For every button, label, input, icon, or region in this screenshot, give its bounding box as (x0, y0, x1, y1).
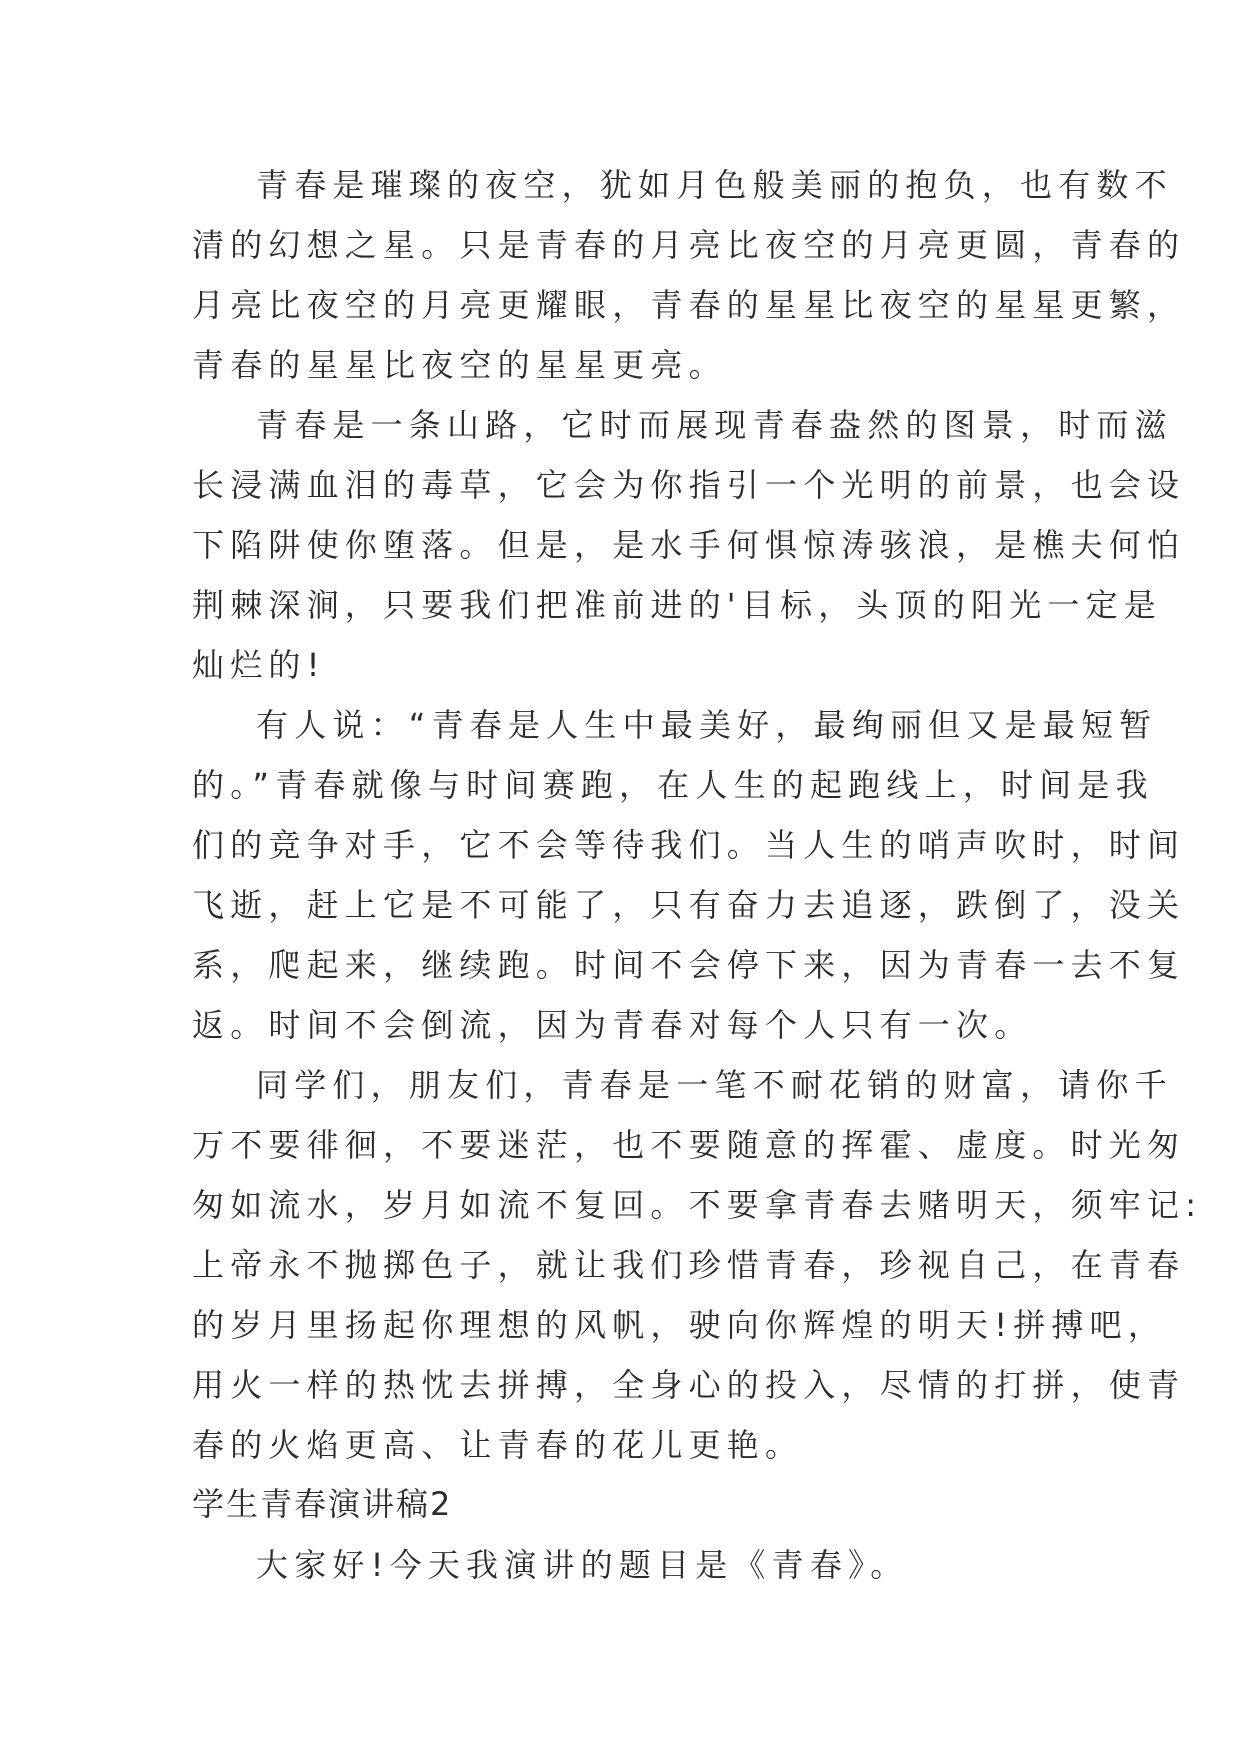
paragraph-2-line-4: 荆棘深涧，只要我们把准前进的'目标，头顶的阳光一定是 (192, 586, 1162, 624)
paragraph-4-line-5: 的岁月里扬起你理想的风帆，驶向你辉煌的明天!拼搏吧， (192, 1306, 1167, 1344)
paragraph-3-line-4: 飞逝，赶上它是不可能了，只有奋力去追逐，跌倒了，没关 (192, 886, 1186, 924)
paragraph-1-line-3: 月亮比夜空的月亮更耀眼，青春的星星比夜空的星星更繁， (192, 286, 1186, 324)
paragraph-3-line-2: 的。”青春就像与时间赛跑，在人生的起跑线上，时间是我 (192, 766, 1154, 804)
paragraph-4-line-2: 万不要徘徊，不要迷茫，也不要随意的挥霍、虚度。时光匆 (192, 1126, 1186, 1164)
paragraph-4-line-3: 匆如流水，岁月如流不复回。不要拿青春去赌明天，须牢记: (192, 1186, 1203, 1224)
section-title: 学生青春演讲稿2 (192, 1485, 453, 1523)
closing-line: 大家好!今天我演讲的题目是《青春》。 (256, 1546, 909, 1584)
paragraph-4-line-6: 用火一样的热忱去拼搏，全身心的投入，尽情的打拼，使青 (192, 1366, 1186, 1404)
paragraph-1-line-4: 青春的星星比夜空的星星更亮。 (192, 346, 727, 384)
paragraph-1-line-2: 清的幻想之星。只是青春的月亮比夜空的月亮更圆，青春的 (192, 226, 1186, 264)
paragraph-2-line-1: 青春是一条山路，它时而展现青春盎然的图景，时而滋 (256, 406, 1173, 444)
paragraph-2-line-2: 长浸满血泪的毒草，它会为你指引一个光明的前景，也会设 (192, 466, 1186, 504)
paragraph-4-line-1: 同学们，朋友们，青春是一笔不耐花销的财富，请你千 (256, 1066, 1173, 1104)
paragraph-4-line-4: 上帝永不抛掷色子，就让我们珍惜青春，珍视自己，在青春 (192, 1246, 1186, 1284)
paragraph-2-line-5: 灿烂的! (192, 646, 326, 684)
paragraph-2-line-3: 下陷阱使你堕落。但是，是水手何惧惊涛骇浪，是樵夫何怕 (192, 526, 1186, 564)
paragraph-3-line-5: 系，爬起来，继续跑。时间不会停下来，因为青春一去不复 (192, 946, 1186, 984)
paragraph-3-line-1: 有人说：“青春是人生中最美好，最绚丽但又是最短暂 (256, 706, 1158, 744)
paragraph-4-line-7: 春的火焰更高、让青春的花儿更艳。 (192, 1426, 804, 1464)
paragraph-3-line-6: 返。时间不会倒流，因为青春对每个人只有一次。 (192, 1006, 1033, 1044)
paragraph-1-line-1: 青春是璀璨的夜空，犹如月色般美丽的抱负，也有数不 (256, 166, 1173, 204)
paragraph-3-line-3: 们的竞争对手，它不会等待我们。当人生的哨声吹时，时间 (192, 826, 1186, 864)
